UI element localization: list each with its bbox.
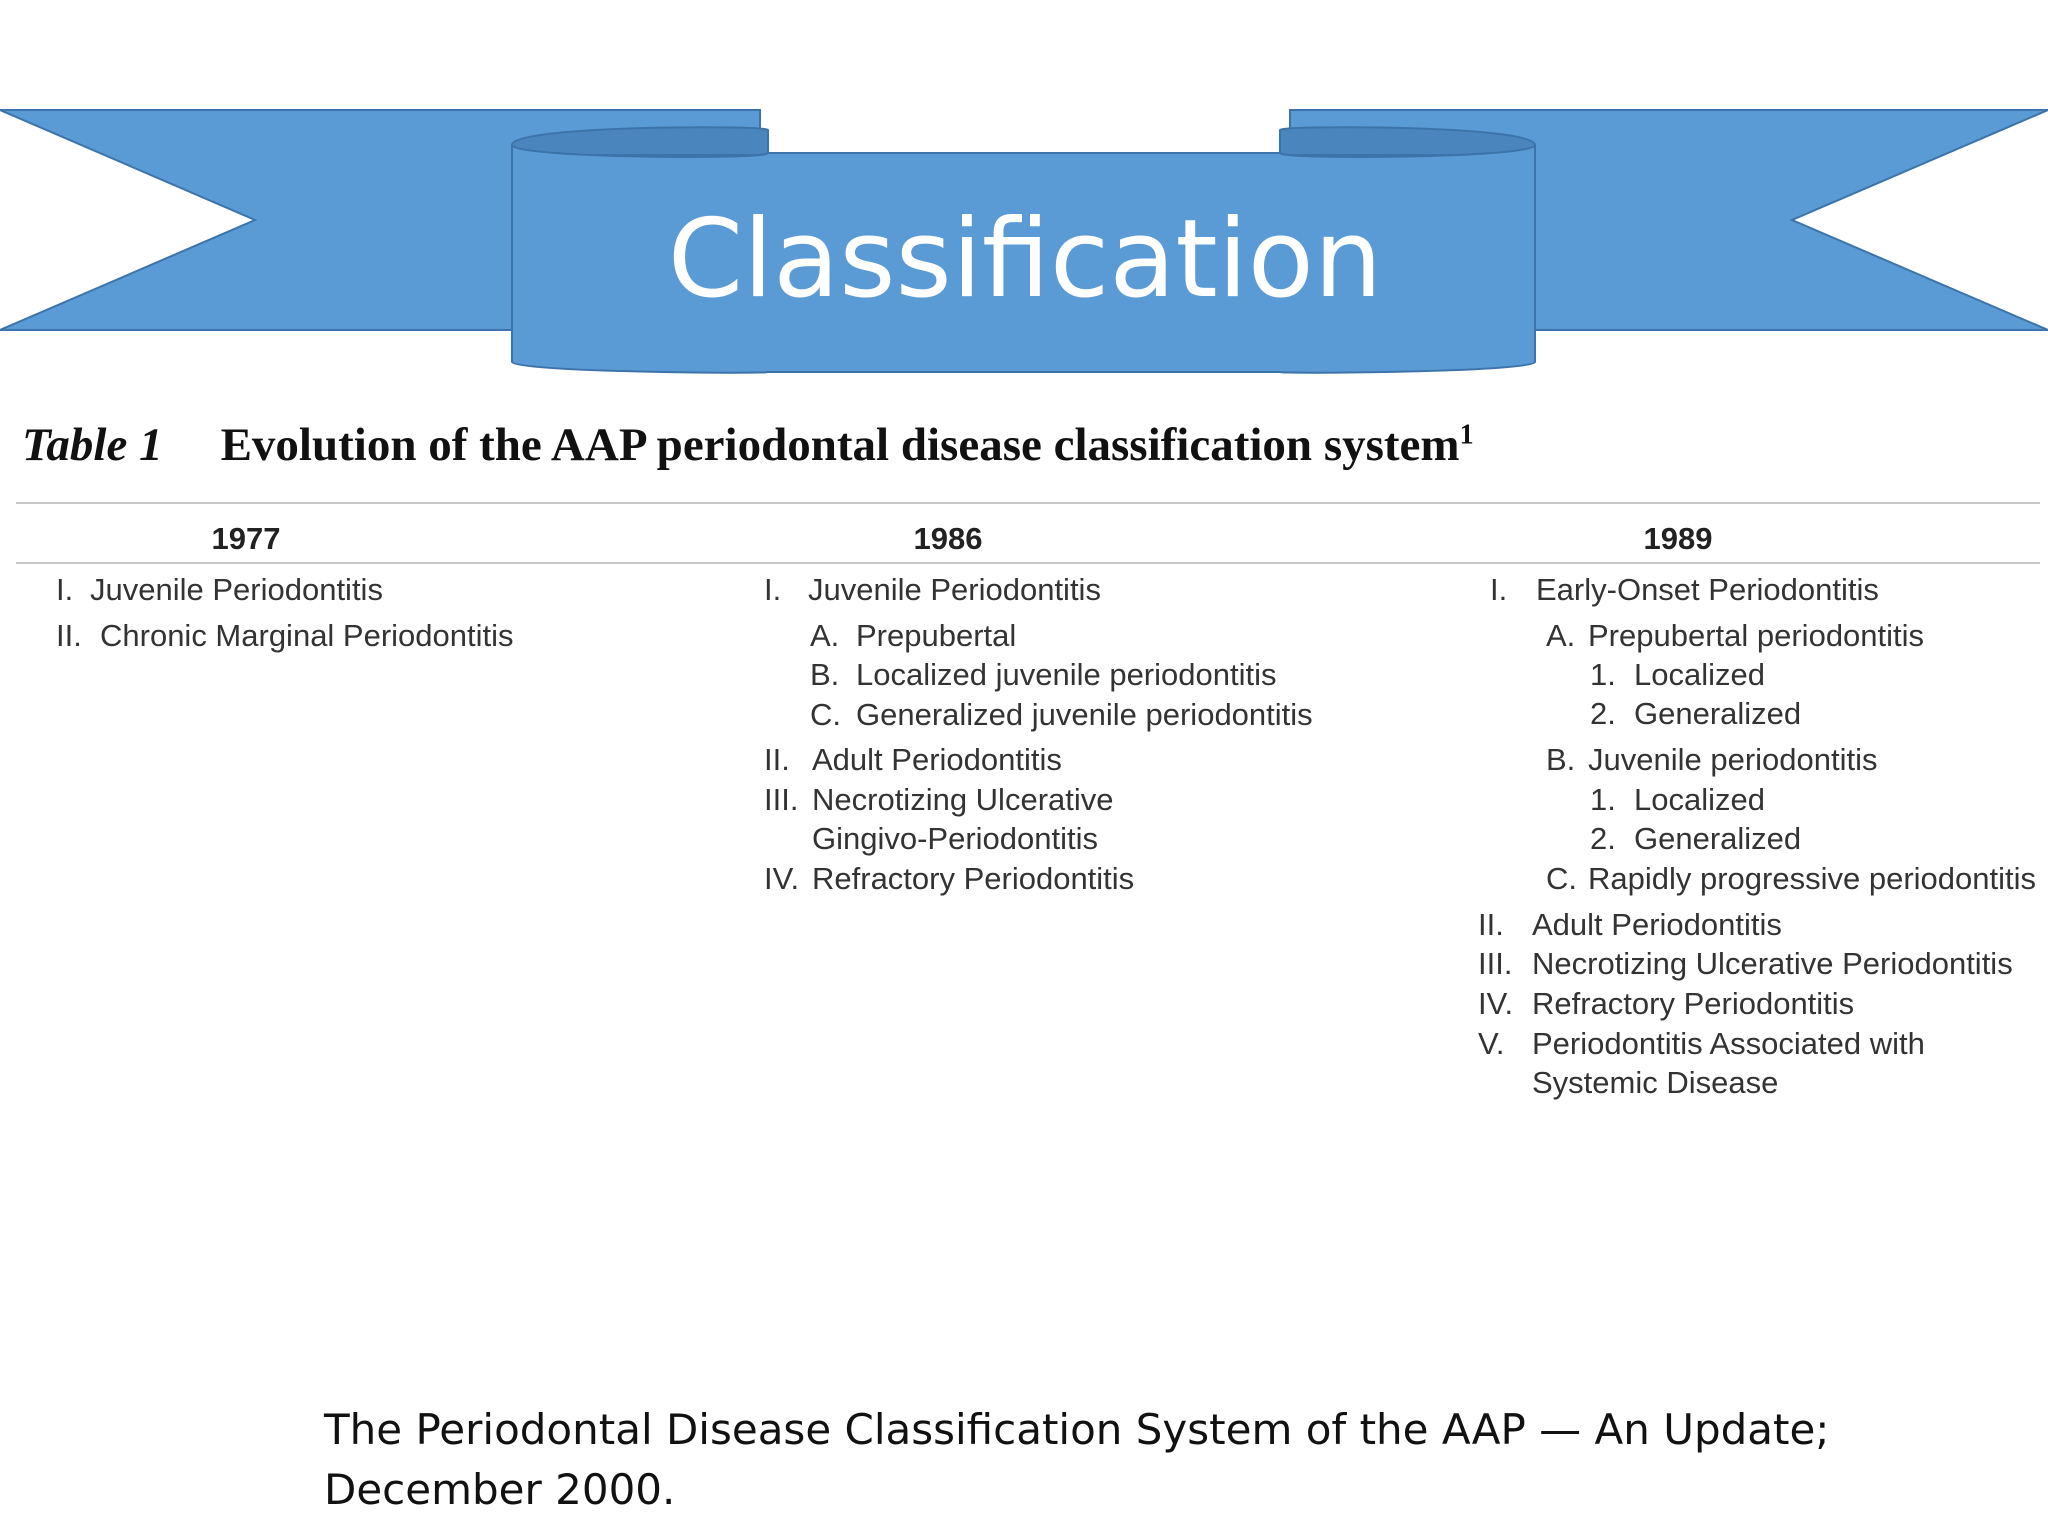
list-item bbox=[1490, 570, 1879, 610]
list-item bbox=[1478, 1024, 1925, 1064]
list-item bbox=[1590, 694, 1801, 734]
list-item-text: Prepubertal bbox=[856, 618, 1017, 653]
list-item-text: Periodontitis Associated with bbox=[1532, 1026, 1925, 1061]
list-item bbox=[1546, 616, 1924, 656]
list-item-text: Adult Periodontitis bbox=[1532, 907, 1782, 942]
citation-line-1: The Periodontal Disease Classification System of the AAP — An Update; bbox=[324, 1405, 1830, 1454]
list-item bbox=[56, 616, 514, 656]
list-item bbox=[810, 616, 1016, 656]
list-item-text: Localized bbox=[1634, 657, 1765, 692]
list-item bbox=[1590, 655, 1765, 695]
list-item-number: B. bbox=[1546, 742, 1576, 777]
list-item-text: Necrotizing Ulcerative bbox=[812, 782, 1114, 817]
list-item-number: 2. bbox=[1590, 696, 1616, 731]
list-item bbox=[764, 819, 1098, 859]
column-header-1977: 1977 bbox=[211, 521, 281, 556]
list-item-text: Generalized juvenile periodontitis bbox=[856, 697, 1313, 732]
list-item-text: Juvenile periodontitis bbox=[1588, 742, 1878, 777]
list-item bbox=[1546, 859, 2036, 899]
list-item-text: Localized juvenile periodontitis bbox=[856, 657, 1277, 692]
slide-title: Classification bbox=[667, 197, 1383, 322]
list-item-number: I. bbox=[56, 572, 74, 607]
list-item-number: II. bbox=[764, 742, 790, 777]
column-header-1989: 1989 bbox=[1643, 521, 1713, 556]
list-item-number: C. bbox=[1546, 861, 1577, 896]
list-item-number: A. bbox=[810, 618, 840, 653]
list-item-number: II. bbox=[1478, 907, 1504, 942]
list-item-text: Refractory Periodontitis bbox=[1532, 986, 1855, 1021]
list-item bbox=[764, 740, 1062, 780]
table-caption bbox=[22, 418, 1474, 472]
table-header-rule bbox=[16, 562, 2040, 564]
citation bbox=[324, 1400, 1884, 1520]
list-item-text: Prepubertal periodontitis bbox=[1588, 618, 1925, 653]
list-item bbox=[764, 859, 1134, 899]
table-title: Evolution of the AAP periodontal disease classification system bbox=[220, 419, 1460, 471]
table-title-superscript: 1 bbox=[1459, 419, 1474, 451]
list-item-number: III. bbox=[1478, 946, 1513, 981]
list-item bbox=[1590, 780, 1765, 820]
list-item-text: Juvenile Periodontitis bbox=[808, 572, 1101, 607]
citation-line-2: December 2000. bbox=[324, 1465, 676, 1514]
list-item-text: Generalized bbox=[1634, 821, 1802, 856]
column-header-1986: 1986 bbox=[913, 521, 983, 556]
list-item-text: Chronic Marginal Periodontitis bbox=[100, 618, 514, 653]
list-item-number: II. bbox=[56, 618, 82, 653]
list-item bbox=[1478, 905, 1782, 945]
list-item-number: I. bbox=[1490, 572, 1508, 607]
list-item bbox=[1478, 1063, 1778, 1103]
list-item-text: Necrotizing Ulcerative Periodontitis bbox=[1532, 946, 2013, 981]
table-label: Table 1 bbox=[22, 419, 163, 471]
list-item bbox=[1478, 944, 2013, 984]
list-item-text: Refractory Periodontitis bbox=[812, 861, 1135, 896]
list-item bbox=[1590, 819, 1801, 859]
list-item-number: 2. bbox=[1590, 821, 1616, 856]
list-item bbox=[810, 655, 1276, 695]
list-item-number: IV. bbox=[1478, 986, 1514, 1021]
list-item-number: A. bbox=[1546, 618, 1576, 653]
list-item-text: Systemic Disease bbox=[1532, 1065, 1779, 1100]
list-item-text: Generalized bbox=[1634, 696, 1802, 731]
list-item-number: 1. bbox=[1590, 782, 1616, 817]
list-item-text: Juvenile Periodontitis bbox=[90, 572, 383, 607]
list-item-text: Rapidly progressive periodontitis bbox=[1588, 861, 2037, 896]
list-item bbox=[1478, 984, 1854, 1024]
list-item bbox=[764, 780, 1114, 820]
list-item-number: 1. bbox=[1590, 657, 1616, 692]
list-item-text: Early-Onset Periodontitis bbox=[1536, 572, 1879, 607]
list-item bbox=[56, 570, 383, 610]
list-item-number: III. bbox=[764, 782, 799, 817]
list-item-text: Gingivo-Periodontitis bbox=[812, 821, 1099, 856]
table-top-rule bbox=[16, 502, 2040, 504]
list-item-text: Adult Periodontitis bbox=[812, 742, 1062, 777]
list-item-number: B. bbox=[810, 657, 840, 692]
list-item-number: C. bbox=[810, 697, 841, 732]
list-item-number: IV. bbox=[764, 861, 800, 896]
list-item-number: I. bbox=[764, 572, 782, 607]
list-item bbox=[810, 695, 1313, 735]
list-item-text: Localized bbox=[1634, 782, 1765, 817]
list-item-number: V. bbox=[1478, 1026, 1505, 1061]
list-item bbox=[1546, 740, 1878, 780]
list-item bbox=[764, 570, 1101, 610]
